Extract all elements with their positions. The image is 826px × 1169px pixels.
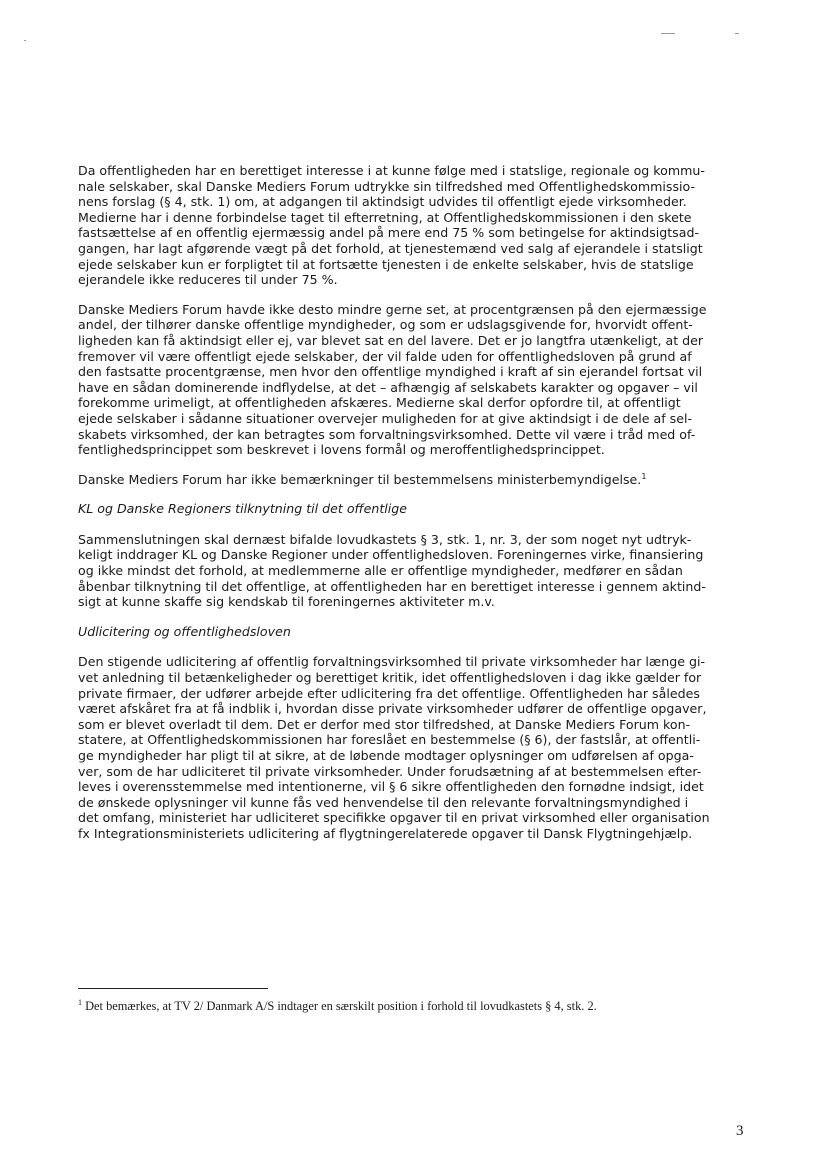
text-line: have en sådan dominerende indflydelse, at det – afhængig af selskabets karakter og opgaver – vil [78, 379, 698, 395]
text-line: ligheden kan få aktindsigt eller ej, var blevet sat en del lavere. Det er jo langtfra utænkeligt, at der [78, 332, 704, 348]
paragraph-minister-authority [78, 472, 758, 488]
text-line: ver, som de har udliciteret til private virksomheder. Under forudsætning af at bestemmelsen efter- [78, 763, 702, 779]
text-line: gangen, har lagt afgørende vægt på det forhold, at tjenestemænd ved salg af ejerandele i statsligt [78, 240, 703, 256]
text-line: fastsættelse af en offentlig ejermæssig andel på mere end 75 % som betingelse for aktindsigtsad- [78, 225, 700, 241]
text-line: forekomme urimeligt, at offentligheden afskæres. Medierne skal derfor opfordre til, at offentligt [78, 395, 681, 411]
paragraph-public-companies [78, 163, 758, 288]
text-line: de ønskede oplysninger vil kunne fås ved henvendelse til den relevante forvaltningsmyndighed i [78, 794, 689, 810]
text-line: statere, at Offentlighedskommissionen har foreslået en bestemmelse (§ 6), der fastslår, at offentli- [78, 732, 701, 748]
text-line: ejede selskaber kun er forpligtet til at fortsætte tjenesten i de enkelte selskaber, hvis de statslige [78, 256, 694, 272]
text-line: skabets virksomhed, der kan betragtes som forvaltningsvirksomhed. Dette vil være i tråd med of- [78, 426, 696, 442]
footnote-reference: 1 [641, 471, 647, 481]
footnote-divider [78, 988, 268, 989]
text-line: andel, der tilhører danske offentlige myndigheder, og som er udslagsgivende for, hvorvidt offent- [78, 317, 693, 333]
text-line: keligt inddrager KL og Danske Regioner under offentlighedsloven. Foreningernes virke, finansiering [78, 547, 704, 563]
text-line: ejede selskaber i sådanne situationer overvejer muligheden for at give aktindsigt i de dele af sel- [78, 410, 693, 426]
footnote-text: Det bemærkes, at TV 2/ Danmark A/S indtager en særskilt position i forhold til lovudkastets § 4, stk. 2. [85, 999, 597, 1013]
text-line: Den stigende udlicitering af offentlig forvaltningsvirksomhed til private virksomheder har længe gi- [78, 654, 706, 670]
text-line: Sammenslutningen skal dernæst bifalde lovudkastets § 3, stk. 1, nr. 3, der som noget nyt udtryk- [78, 531, 692, 547]
text-line: Danske Mediers Forum havde ikke desto mindre gerne set, at procentgrænsen på den ejermæssige [78, 301, 707, 317]
text-line: den fastsatte procentgrænse, men hvor den offentlige myndighed i kraft af sin ejerandel fortsat vil [78, 364, 703, 380]
scan-speck [735, 33, 739, 34]
text-line: private firmaer, der udfører arbejde efter udlicitering fra det offentlige. Offentligheden har således [78, 685, 700, 701]
text-line: sigt at kunne skaffe sig kendskab til foreningernes aktiviteter m.v. [78, 594, 495, 610]
text-line-content: Danske Mediers Forum har ikke bemærkninger til bestemmelsens ministerbemyndigelse. [78, 471, 642, 487]
scan-speck [24, 40, 26, 41]
text-line: ge myndigheder har pligt til at sikre, at de løbende modtager oplysninger om udførelsen af opga- [78, 748, 694, 763]
section-heading-outsourcing: Udlicitering og offentlighedsloven [78, 623, 291, 639]
text-line [78, 472, 758, 488]
text-line: vet anledning til betænkeligheder og berettiget kritik, idet offentlighedsloven i dag ikke gælder for [78, 670, 702, 686]
page-number: 3 [736, 1123, 744, 1139]
text-line: nens forslag (§ 4, stk. 1) om, at adgangen til aktindsigt udvides til offentligt ejede virksomheder. [78, 194, 687, 210]
paragraph-percentage-threshold [78, 302, 758, 458]
text-line: fentlighedsprincippet som beskrevet i lovens formål og meroffentlighedsprincippet. [78, 442, 605, 458]
text-line: Da offentligheden har en berettiget interesse i at kunne følge med i statslige, regionale og kommu- [78, 163, 705, 178]
text-line: og ikke mindst det forhold, at medlemmerne alle er offentlige myndigheder, medfører en sådan [78, 563, 683, 579]
scan-speck [661, 33, 675, 34]
text-line: fx Integrationsministeriets udlicitering af flygtningerelaterede opgaver til Dansk Flygtningehjælp. [78, 825, 693, 841]
text-line: Medierne har i denne forbindelse taget til efterretning, at Offentlighedskommissionen i den skete [78, 209, 692, 225]
section-heading-kl-regions: KL og Danske Regioners tilknytning til det offentlige [78, 501, 408, 517]
paragraph-kl-regions [78, 532, 758, 610]
footnote-number: 1 [78, 997, 82, 1007]
text-line: været afskåret fra at få indblik i, hvordan disse private virksomheder udfører de offentlige opgaver, [78, 701, 707, 717]
text-line: fremover vil være offentligt ejede selskaber, der vil falde uden for offentlighedsloven på grund af [78, 348, 692, 364]
text-line: det omfang, ministeriet har udliciteret specifikke opgaver til en privat virksomhed eller organisation [78, 810, 710, 826]
paragraph-outsourcing [78, 654, 758, 841]
document-body [78, 163, 758, 856]
text-line: som er blevet overladt til dem. Det er derfor med stor tilfredshed, at Danske Mediers Forum kon- [78, 716, 691, 732]
footnote [78, 998, 778, 1014]
text-line: nale selskaber, skal Danske Mediers Forum udtrykke sin tilfredshed med Offentlighedskommissio- [78, 178, 695, 194]
text-line: åbenbar tilknytning til det offentlige, at offentligheden har en berettiget interesse i gennem aktind- [78, 578, 706, 594]
text-line: leves i overensstemmelse med intentionerne, vil § 6 sikre offentligheden den fornødne indsigt, idet [78, 779, 704, 795]
text-line: ejerandele ikke reduceres til under 75 %. [78, 272, 338, 288]
